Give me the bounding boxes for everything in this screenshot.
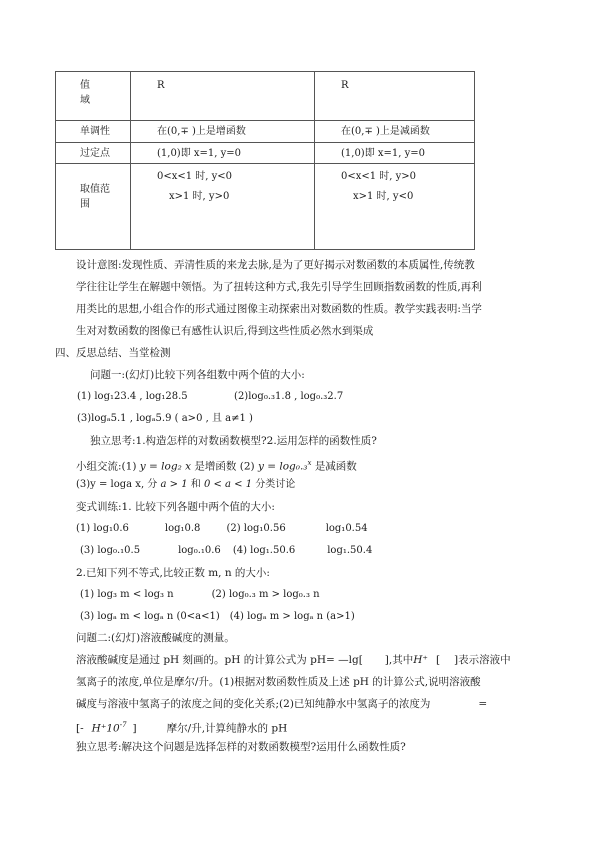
question-two-text: 碱度与溶液中氢离子的浓度之间的变化关系;(2)已知纯静水中氢离子的浓度为 = — [76, 698, 488, 710]
variant-two-title: 2.已知下列不等式,比较正数 m, n 的大小: — [76, 567, 270, 579]
problem-line: (1) log₃ m < log₃ n (2) log₀.₃ m > log₀.₃ n — [80, 589, 320, 600]
question-two-text: 溶液酸碱度是通过 pH 刻画的。pH 的计算公式为 pH= —lg[ ],其中H⁺ [ ]表示溶液中 — [76, 654, 511, 666]
decreasing-cell: 在(0,∓ )上是减函数 — [315, 121, 475, 143]
decreasing-cell: (1,0)即 x=1, y=0 — [315, 143, 475, 164]
increasing-cell: 0<x<1 时, y<0 x>1 时, y>0 — [131, 164, 315, 250]
formula: y = log₀.₃ — [257, 460, 308, 473]
variant-one-title: 变式训练:1. 比较下列各题中两个值的大小: — [76, 501, 275, 513]
independent-thinking: 独立思考:解决这个问题是选择怎样的对数函数模型?运用什么函数性质? — [76, 741, 406, 753]
design-intent-line: 学往往让学生在解题中领悟。为了扭转这种方式,我先引导学生回顾指数函数的性质,再利 — [76, 281, 482, 293]
formula: 0 < a < 1 — [203, 479, 253, 490]
design-intent-line: 设计意图:发现性质、弄清性质的来龙去脉,是为了更好揭示对数函数的本质属性,传统教 — [76, 259, 475, 271]
increasing-cell: (1,0)即 x=1, y=0 — [131, 143, 315, 164]
problem-line: (3)logₐ5.1 , logₐ5.9 ( a>0 , 且 a≠1 ) — [77, 413, 253, 424]
problem-line: (3) log₀.₁0.5 log₀.₁0.6 (4) log₁.50.6 log₁.50.4 — [80, 545, 373, 556]
formula: H⁺10 — [91, 722, 120, 735]
design-intent-line: 用类比的思想,小组合作的形式通过图像主动探索出对数函数的性质。教学实践表明:当学 — [76, 303, 482, 315]
decreasing-cell: R — [315, 72, 475, 121]
question-one-title: 问题一:(幻灯)比较下列各组数中两个值的大小: — [90, 369, 305, 381]
problem-line: (1) log₁23.4 , log₁28.5 (2)log₀.₃1.8 , log₀.₃2.7 — [77, 391, 344, 402]
table-row — [56, 72, 475, 121]
question-two-text: [- $H^+10^{-7}$ ] 摩尔/升,计算纯静水的 pH — [76, 721, 288, 735]
table-row — [56, 143, 475, 164]
case-discussion: (3)y = loga x, 分 a > 1 和 0 < a < 1 分类讨论 — [76, 479, 296, 490]
increasing-cell: 在(0,∓ )上是增函数 — [131, 121, 315, 143]
row-header: 值 域 — [56, 72, 131, 121]
formula: y = log₂ x — [139, 460, 192, 473]
design-intent-line: 生对对数函数的图像已有感性认识后,得到这些性质必然水到渠成 — [76, 325, 374, 337]
question-two-text: 氢离子的浓度,单位是摩尔/升。(1)根据对数函数性质及上述 pH 的计算公式,说明溶液酸 — [76, 676, 481, 688]
row-header: 过定点 — [56, 143, 131, 164]
increasing-cell: R — [131, 72, 315, 121]
formula: a > 1 — [160, 479, 188, 490]
problem-line: (1) log₁0.6 log₁0.8 (2) log₁0.56 log₁0.54 — [76, 523, 368, 534]
properties-table — [55, 71, 475, 250]
problem-line: (3) logₐ m < logₐ n (0<a<1) (4) logₐ m > logₐ n (a>1) — [80, 611, 355, 622]
row-header: 单调性 — [56, 121, 131, 143]
independent-thinking: 独立思考:1.构造怎样的对数函数模型?2.运用怎样的函数性质? — [90, 435, 377, 447]
group-discussion: 小组交流:(1) y = log₂ x 是增函数 (2) y = log₀.₃$^x$ 是减函数 — [76, 459, 357, 473]
question-two-title: 问题二:(幻灯)溶液酸碱度的测量。 — [76, 632, 235, 644]
table-row — [56, 164, 475, 250]
section-heading: 四、反思总结、当堂检测 — [55, 347, 171, 359]
decreasing-cell: 0<x<1 时, y>0 x>1 时, y<0 — [315, 164, 475, 250]
table-row — [56, 121, 475, 143]
row-header: 取值范 围 — [56, 164, 131, 250]
